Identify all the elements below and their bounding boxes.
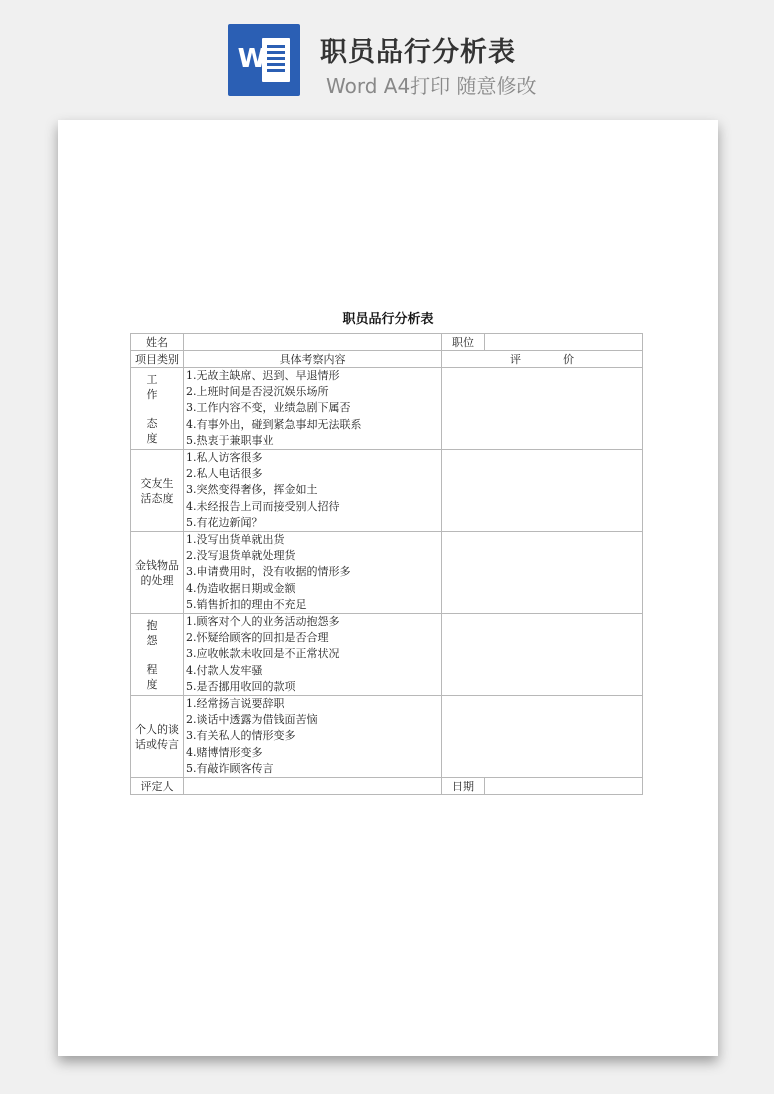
rater-label: 评定人: [131, 778, 184, 795]
word-logo-letter: W: [237, 44, 267, 74]
banner-subtitle: Word A4打印 随意修改: [326, 74, 537, 98]
evaluation-form-table: [130, 333, 643, 795]
section-row-complaints: [131, 614, 643, 696]
list-item: 3.有关私人的情形变多: [186, 729, 296, 743]
list-item: 4.付款人发牢骚: [186, 663, 263, 677]
position-label: 职位: [442, 334, 485, 351]
list-item: 1.无故主缺席、迟到、早退情形: [186, 369, 340, 382]
date-field[interactable]: [485, 778, 643, 795]
list-item: 4.赌博情形变多: [186, 745, 263, 759]
list-item: 3.突然变得奢侈，挥金如土: [186, 483, 318, 497]
name-label: 姓名: [131, 334, 184, 351]
section-row-social-life: [131, 450, 643, 532]
list-item: 5.热衷于兼职事业: [186, 433, 274, 447]
category-header: 项目类别: [131, 351, 184, 368]
banner: [0, 0, 774, 110]
list-item: 1.私人访客很多: [186, 451, 263, 465]
document-page: [58, 120, 718, 1056]
section-items: [184, 368, 442, 450]
section-row-conversation: [131, 696, 643, 778]
list-item: 1.经常扬言说要辞职: [186, 697, 285, 711]
name-field[interactable]: [184, 334, 442, 351]
section-category: 工 作 态 度: [131, 368, 184, 450]
list-item: 4.有事外出，碰到紧急事却无法联系: [186, 417, 362, 431]
banner-title: 职员品行分析表: [320, 37, 516, 68]
section-category: 金钱物品 的处理: [131, 532, 184, 614]
list-item: 2.没写退货单就处理货: [186, 549, 296, 563]
list-item: 1.顾客对个人的业务活动抱怨多: [186, 615, 340, 629]
list-item: 3.申请费用时，没有收据的情形多: [186, 565, 351, 579]
word-logo-icon: [228, 24, 300, 96]
evaluation-field[interactable]: [442, 368, 643, 450]
section-items: [184, 614, 442, 696]
list-item: 5.是否挪用收回的款项: [186, 679, 296, 693]
section-items: [184, 450, 442, 532]
list-item: 4.未经报告上司而接受别人招待: [186, 499, 340, 513]
list-item: 3.工作内容不变，业绩急剧下属否: [186, 401, 351, 415]
section-row-money-handling: [131, 532, 643, 614]
list-item: 2.怀疑给顾客的回扣是否合理: [186, 631, 329, 645]
section-category: 个人的谈 话或传言: [131, 696, 184, 778]
name-row: [131, 334, 643, 351]
date-label: 日期: [442, 778, 485, 795]
section-items: [184, 696, 442, 778]
position-field[interactable]: [485, 334, 643, 351]
list-item: 1.没写出货单就出货: [186, 533, 285, 547]
header-row: [131, 351, 643, 368]
evaluation-header: 评 价: [442, 351, 643, 368]
list-item: 5.有敲诈顾客传言: [186, 761, 274, 775]
list-item: 5.销售折扣的理由不充足: [186, 597, 307, 611]
evaluation-field[interactable]: [442, 614, 643, 696]
section-category: 抱 怨 程 度: [131, 614, 184, 696]
evaluation-field[interactable]: [442, 696, 643, 778]
list-item: 2.谈话中透露为借钱面苦恼: [186, 713, 318, 727]
content-header: 具体考察内容: [184, 351, 442, 368]
list-item: 5.有花边新闻？: [186, 515, 263, 529]
footer-row: [131, 778, 643, 795]
rater-field[interactable]: [184, 778, 442, 795]
evaluation-field[interactable]: [442, 450, 643, 532]
document-title: 职员品行分析表: [342, 312, 434, 327]
list-item: 2.上班时间是否浸沉娱乐场所: [186, 385, 329, 399]
evaluation-field[interactable]: [442, 532, 643, 614]
section-category: 交友生 活态度: [131, 450, 184, 532]
list-item: 4.伪造收据日期或金额: [186, 581, 296, 595]
list-item: 2.私人电话很多: [186, 467, 263, 481]
section-items: [184, 532, 442, 614]
section-row-work-attitude: [131, 368, 643, 450]
list-item: 3.应收帐款未收回是不正常状况: [186, 647, 340, 661]
